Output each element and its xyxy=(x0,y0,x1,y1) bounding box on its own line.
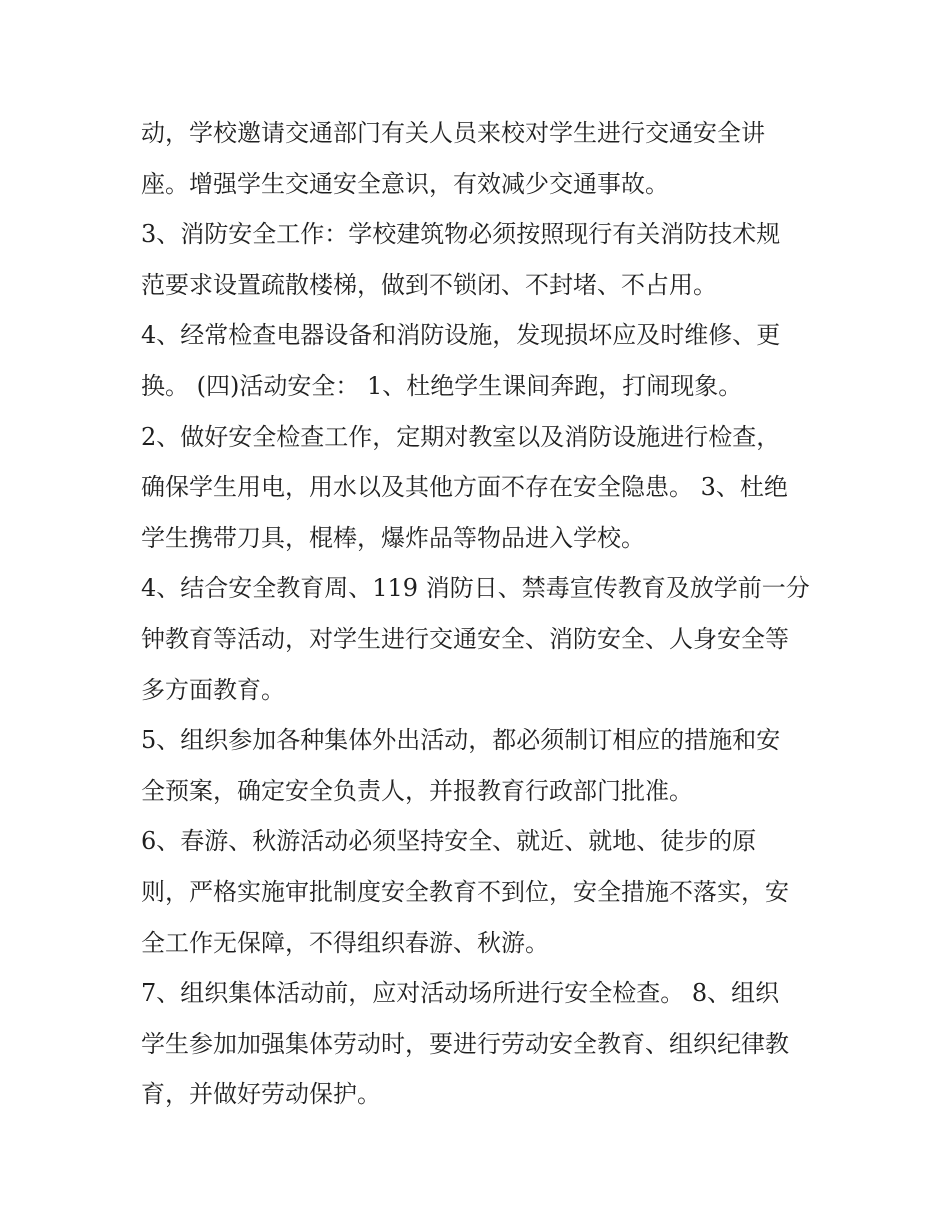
text-line: 则，严格实施审批制度安全教育不到位，安全措施不落实，安 xyxy=(141,877,789,906)
text-line: 全工作无保障，不得组织春游、秋游。 xyxy=(141,928,549,957)
text-line: 多方面教育。 xyxy=(141,675,285,704)
text-line: 换。 (四)活动安全： 1、杜绝学生课间奔跑，打闹现象。 xyxy=(141,371,743,400)
text-line: 2、做好安全检查工作，定期对教室以及消防设施进行检查， xyxy=(141,422,781,451)
text-line: 全预案，确定安全负责人，并报教育行政部门批准。 xyxy=(141,776,693,805)
text-line: 3、消防安全工作：学校建筑物必须按照现行有关消防技术规 xyxy=(141,220,781,249)
document-body xyxy=(141,108,821,1120)
text-line: 5、组织参加各种集体外出活动，都必须制订相应的措施和安 xyxy=(141,726,781,755)
text-line: 4、结合安全教育周、119 消防日、禁毒宣传教育及放学前一分 xyxy=(141,574,810,603)
text-line: 育，并做好劳动保护。 xyxy=(141,1080,381,1109)
text-line: 4、经常检查电器设备和消防设施，发现损坏应及时维修、更 xyxy=(141,321,781,350)
text-line: 座。增强学生交通安全意识，有效减少交通事故。 xyxy=(141,169,669,198)
text-line: 6、春游、秋游活动必须坚持安全、就近、就地、徒步的原 xyxy=(141,827,757,856)
text-line: 动，学校邀请交通部门有关人员来校对学生进行交通安全讲 xyxy=(141,119,765,147)
text-line: 范要求设置疏散楼梯，做到不锁闭、不封堵、不占用。 xyxy=(141,270,717,299)
text-line: 7、组织集体活动前，应对活动场所进行安全检查。 8、组织 xyxy=(141,979,780,1008)
text-line: 确保学生用电，用水以及其他方面不存在安全隐患。 3、杜绝 xyxy=(141,473,788,502)
text-line: 学生携带刀具，棍棒，爆炸品等物品进入学校。 xyxy=(141,523,645,552)
text-line: 学生参加加强集体劳动时，要进行劳动安全教育、组织纪律教 xyxy=(141,1029,789,1058)
text-line: 钟教育等活动，对学生进行交通安全、消防安全、人身安全等 xyxy=(141,624,789,653)
